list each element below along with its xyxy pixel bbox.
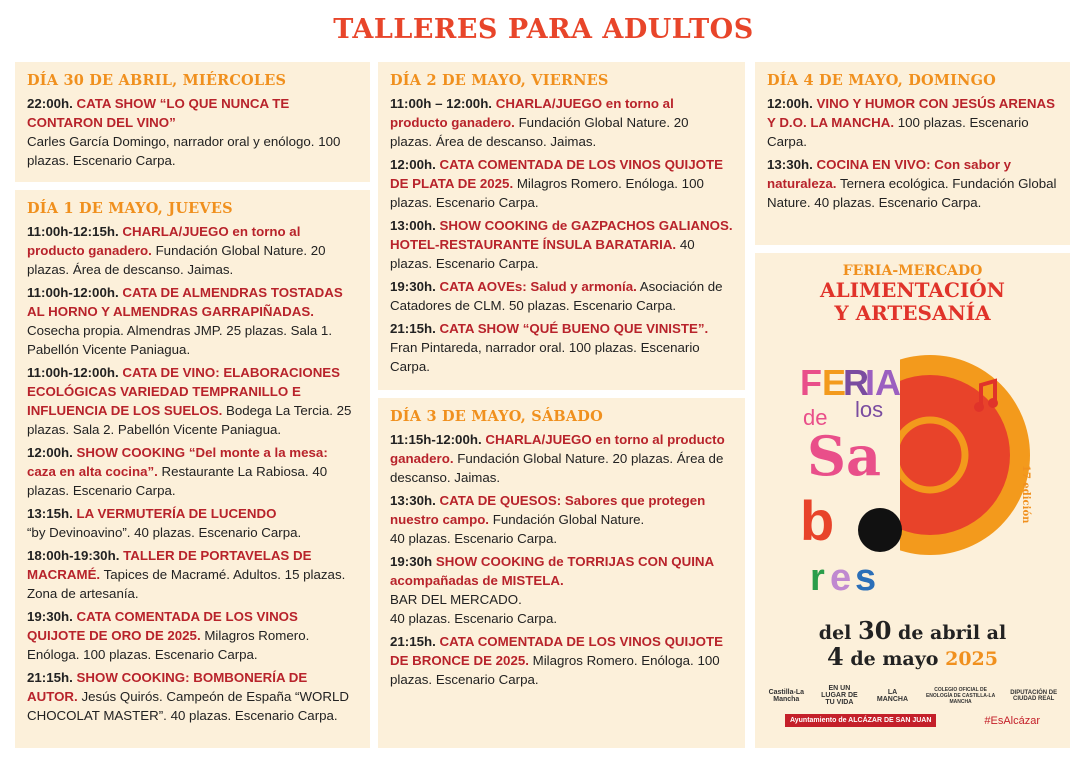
- svg-text:los: los: [855, 397, 884, 422]
- event-description: Milagros Romero. Enóloga. 100 plazas. Escenario Carpa.: [390, 176, 704, 210]
- event-time: 18:00h-19:30h.: [27, 548, 120, 563]
- event-title: CATA COMENTADA DE LOS VINOS QUIJOTE DE ORO DE 2025.: [27, 609, 298, 643]
- event-item: [390, 155, 733, 212]
- event-title: CATA DE QUESOS: Sabores que protegen nuestro campo.: [390, 493, 706, 527]
- day-panel: [755, 62, 1070, 245]
- event-time: 12:00h.: [767, 96, 813, 111]
- sponsor-logo: COLEGIO OFICIAL DE ENOLOGÍA DE CASTILLA-LA MANCHA: [925, 686, 996, 705]
- svg-text:de: de: [803, 405, 828, 430]
- event-item: [390, 430, 733, 487]
- event-description: Milagros Romero. Enóloga. 100 plazas. Escenario Carpa.: [390, 653, 720, 687]
- svg-text:r: r: [810, 557, 825, 599]
- fair-dates: [755, 616, 1070, 671]
- event-title: CHARLA/JUEGO en torno al producto ganadero.: [27, 224, 301, 258]
- event-time: 13:30h.: [390, 493, 436, 508]
- event-title: CHARLA/JUEGO en torno al producto ganadero.: [390, 96, 674, 130]
- event-title: LA VERMUTERÍA DE LUCENDO: [76, 506, 277, 521]
- event-time: 21:15h.: [27, 670, 73, 685]
- event-title: CATA SHOW “LO QUE NUNCA TE CONTARON DEL VINO”: [27, 96, 290, 130]
- fair-poster: [755, 253, 1070, 748]
- dates-text: de abril al: [898, 622, 1007, 644]
- event-description: Fran Pintareda, narrador oral. 100 plazas. Escenario Carpa.: [390, 340, 700, 374]
- event-time: 21:15h.: [390, 321, 436, 336]
- event-description: 40 plazas. Escenario Carpa.: [390, 237, 695, 271]
- event-item: [27, 443, 358, 500]
- event-title: SHOW COOKING: BOMBONERÍA DE AUTOR.: [27, 670, 308, 704]
- event-item: [767, 155, 1058, 212]
- event-description: BAR DEL MERCADO. 40 plazas. Escenario Carpa.: [390, 592, 558, 626]
- svg-text:R: R: [843, 362, 869, 403]
- event-description: Restaurante La Rabiosa. 40 plazas. Escenario Carpa.: [27, 464, 328, 498]
- dates-text: del: [818, 622, 852, 644]
- event-item: [27, 363, 358, 439]
- svg-text:E: E: [822, 362, 847, 403]
- event-title: CATA DE VINO: ELABORACIONES ECOLÓGICAS VARIEDAD TEMPRANILLO E INFLUENCIA DE LOS SUELOS.: [27, 365, 341, 418]
- event-time: 12:00h.: [27, 445, 73, 460]
- svg-text:e: e: [830, 557, 852, 599]
- event-title: CATA COMENTADA DE LOS VINOS QUIJOTE DE BRONCE DE 2025.: [390, 634, 723, 668]
- event-time: 12:00h.: [390, 157, 436, 172]
- event-title: SHOW COOKING de GAZPACHOS GALIANOS. HOTEL-RESTAURANTE ÍNSULA BARATARIA.: [390, 218, 733, 252]
- event-item: [27, 283, 358, 359]
- event-item: [27, 222, 358, 279]
- event-title: CHARLA/JUEGO en torno al producto ganadero.: [390, 432, 725, 466]
- event-time: 11:00h-12:00h.: [27, 285, 119, 300]
- event-item: [27, 607, 358, 664]
- event-time: 13:15h.: [27, 506, 73, 521]
- dates-text: de mayo: [850, 648, 939, 670]
- day-heading: DÍA 4 DE MAYO, DOMINGO: [767, 72, 996, 89]
- event-description: Fundación Global Nature. 20 plazas. Área de descanso. Jaimas.: [390, 451, 724, 485]
- page-title: TALLERES PARA ADULTOS: [333, 14, 754, 45]
- event-time: 11:00h-12:00h.: [27, 365, 119, 380]
- start-day: 30: [858, 616, 892, 645]
- year: 2025: [945, 648, 998, 670]
- day-panel: [378, 62, 745, 390]
- event-item: [390, 632, 733, 689]
- day-panel: [15, 62, 370, 182]
- event-item: [767, 94, 1058, 151]
- event-item: [27, 546, 358, 603]
- event-item: [390, 216, 733, 273]
- event-title: TALLER DE PORTAVELAS DE MACRAMÉ.: [27, 548, 312, 582]
- event-description: Fundación Global Nature. 40 plazas. Escenario Carpa.: [390, 512, 645, 546]
- event-time: 11:00h – 12:00h.: [390, 96, 493, 111]
- event-item: [390, 277, 733, 315]
- event-time: 19:30h: [390, 554, 433, 569]
- hashtag: #EsAlcázar: [984, 714, 1040, 727]
- event-item: [390, 491, 733, 548]
- event-title: CATA SHOW “QUÉ BUENO QUE VINISTE”.: [439, 321, 709, 336]
- event-time: 11:00h-12:15h.: [27, 224, 119, 239]
- event-item: [27, 504, 358, 542]
- event-title: SHOW COOKING de TORRIJAS CON QUINA acompañadas de MISTELA.: [390, 554, 714, 588]
- event-title: CATA DE ALMENDRAS TOSTADAS AL HORNO Y ALMENDRAS GARRAPIÑADAS.: [27, 285, 343, 319]
- event-description: Cosecha propia. Almendras JMP. 25 plazas. Sala 1. Pabellón Vicente Paniagua.: [27, 323, 333, 357]
- sponsor-logo: LA MANCHA: [876, 688, 909, 703]
- event-title: CATA COMENTADA DE LOS VINOS QUIJOTE DE PLATA DE 2025.: [390, 157, 723, 191]
- event-time: 21:15h.: [390, 634, 436, 649]
- event-item: [27, 668, 358, 725]
- day-heading: DÍA 30 DE ABRIL, MIÉRCOLES: [27, 72, 287, 89]
- poster-kicker: FERIA-MERCADO: [842, 263, 983, 279]
- event-title: VINO Y HUMOR CON JESÚS ARENAS Y D.O. LA MANCHA.: [767, 96, 1055, 130]
- edition-label: 17 edición: [1020, 465, 1031, 524]
- event-time: 22:00h.: [27, 96, 73, 111]
- event-description: Carles García Domingo, narrador oral y enólogo. 100 plazas. Escenario Carpa.: [27, 134, 341, 168]
- event-item: [390, 94, 733, 151]
- event-description: Bodega La Tercia. 25 plazas. Sala 2. Pabellón Vicente Paniagua.: [27, 403, 352, 437]
- event-description: Milagros Romero. Enóloga. 100 plazas. Escenario Carpa.: [27, 628, 310, 662]
- poster-headline: ALIMENTACIÓN: [820, 278, 1005, 302]
- event-time: 19:30h.: [27, 609, 73, 624]
- event-title: COCINA EN VIVO: Con sabor y naturaleza.: [767, 157, 1012, 191]
- day-panel: [15, 190, 370, 748]
- ayuntamiento-logo: Ayuntamiento de ALCÁZAR DE SAN JUAN: [785, 714, 936, 727]
- event-description: “by Devinoavino”. 40 plazas. Escenario Carpa.: [27, 525, 302, 540]
- event-time: 19:30h.: [390, 279, 436, 294]
- day-panel: [378, 398, 745, 748]
- event-time: 13:30h.: [767, 157, 813, 172]
- svg-text:Sa: Sa: [807, 424, 881, 488]
- event-description: 100 plazas. Escenario Carpa.: [767, 115, 1029, 149]
- event-time: 13:00h.: [390, 218, 436, 233]
- day-heading: DÍA 2 DE MAYO, VIERNES: [390, 72, 609, 89]
- svg-text:s: s: [855, 557, 877, 599]
- event-title: CATA AOVEs: Salud y armonía.: [439, 279, 637, 294]
- event-description: Ternera ecológica. Fundación Global Nature. 40 plazas. Escenario Carpa.: [767, 176, 1057, 210]
- event-description: Fundación Global Nature. 20 plazas. Área de descanso. Jaimas.: [27, 243, 326, 277]
- event-description: Asociación de Catadores de CLM. 50 plazas. Escenario Carpa.: [390, 279, 723, 313]
- day-heading: DÍA 1 DE MAYO, JUEVES: [27, 200, 233, 217]
- sponsor-logo: EN UN LUGAR DE TU VIDA: [821, 685, 858, 706]
- sponsor-logo: Castilla-La Mancha: [768, 688, 804, 703]
- olive-icon: [858, 508, 902, 552]
- poster-headline: Y ARTESANÍA: [834, 301, 991, 325]
- event-description: Fundación Global Nature. 20 plazas. Área de descanso. Jaimas.: [390, 115, 689, 149]
- sponsor-logos: [755, 685, 1070, 706]
- event-description: Jesús Quirós. Campeón de España “WORLD CHOCOLAT MASTER”. 40 plazas. Escenario Carpa.: [27, 689, 349, 723]
- svg-text:IA: IA: [865, 362, 901, 403]
- event-item: [27, 94, 358, 170]
- day-heading: DÍA 3 DE MAYO, SÁBADO: [390, 408, 603, 425]
- event-item: [390, 319, 733, 376]
- event-time: 11:15h-12:00h.: [390, 432, 482, 447]
- sponsor-logo: DIPUTACIÓN DE CIUDAD REAL: [1010, 689, 1058, 702]
- feria-de-los-sabores-logo: [755, 325, 1070, 610]
- svg-text:F: F: [800, 362, 822, 403]
- event-title: SHOW COOKING “Del monte a la mesa: caza en alta cocina”.: [27, 445, 328, 479]
- sponsor-logos-row-2: [755, 714, 1070, 727]
- event-description: Tapices de Macramé. Adultos. 15 plazas. Zona de artesanía.: [27, 567, 346, 601]
- svg-text:b: b: [800, 489, 835, 552]
- end-day: 4: [827, 642, 844, 671]
- event-item: [390, 552, 733, 628]
